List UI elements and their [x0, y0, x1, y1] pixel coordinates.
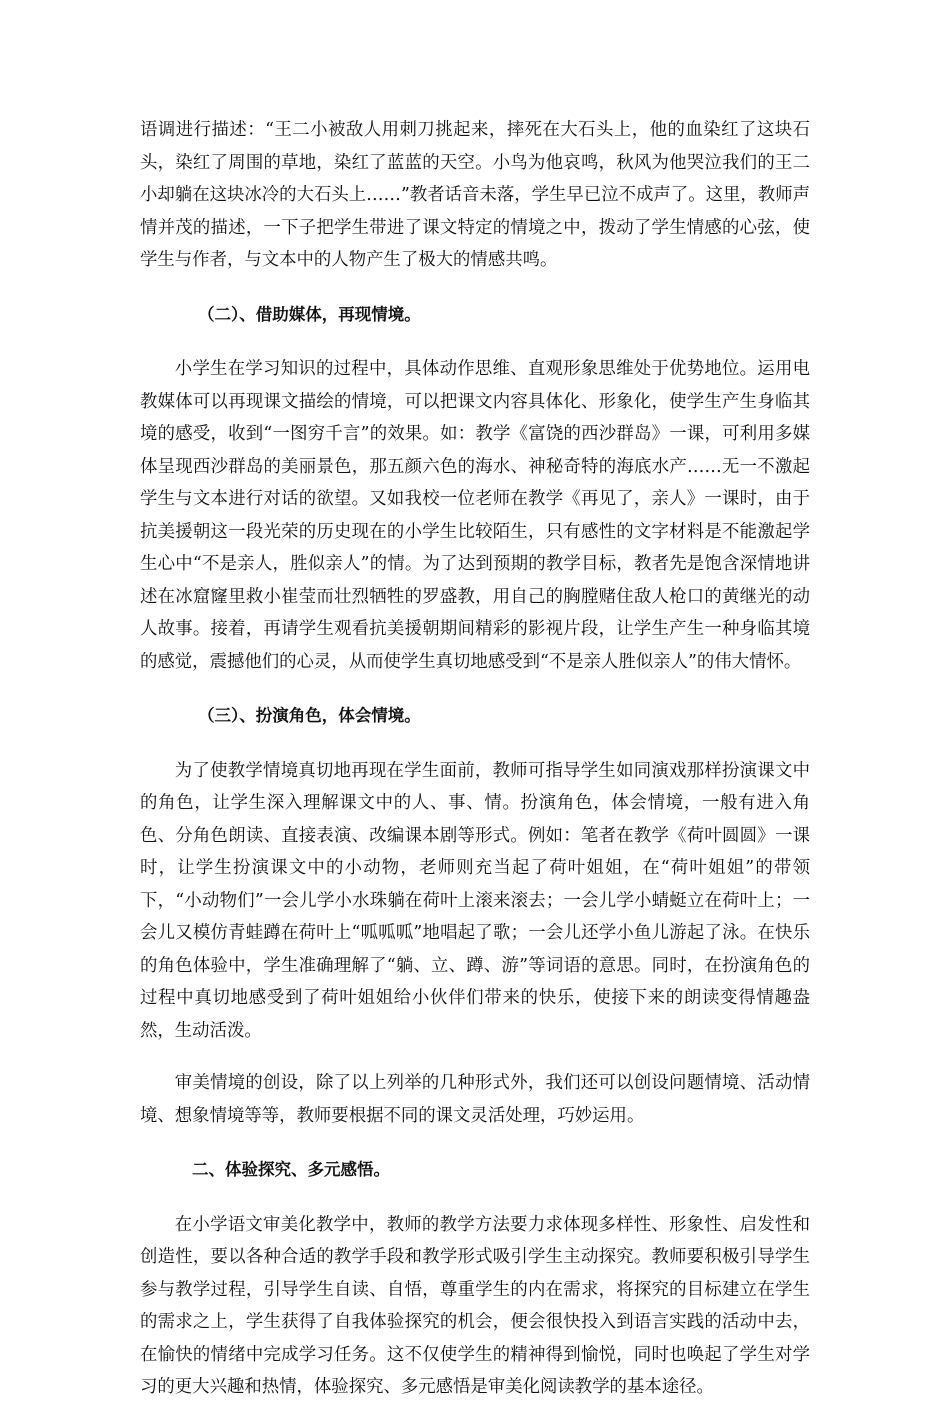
paragraph-inquiry: 在小学语文审美化教学中，教师的教学方法要力求体现多样性、形象性、启发性和创造性，要以各种合适的教学手段和教学形式吸引学生主动探究。教师要积极引导学生参与教学过程，引导学生自读、自悟，尊重学生的内在需求，将探究的目标建立在学生的需求之上，学生获得了自我体验探究的机会，便会很快投入到语言实践的活动中去，在愉快的情绪中完成学习任务。这不仅使学生的精神得到愉悦，同时也唤起了学生对学习的更大兴趣和热情，体验探究、多元感悟是审美化阅读教学的基本途径。: [140, 1214, 810, 1397]
spacer: [140, 1187, 810, 1209]
paragraph-summary: 审美情境的创设，除了以上列举的几种形式外，我们还可以创设问题情境、活动情境、想象情境等等，教师要根据不同的课文灵活处理，巧妙运用。: [140, 1073, 810, 1126]
document-page: [140, 114, 810, 1404]
spacer: [140, 733, 810, 755]
spacer: [140, 1132, 810, 1154]
spacer: [140, 331, 810, 353]
paragraph-continued: 语调进行描述：“王二小被敌人用刺刀挑起来，摔死在大石头上，他的血染红了这块石头，染红了周围的草地，染红了蓝蓝的天空。小鸟为他哀鸣，秋风为他哭泣我们的王二小却躺在这块冰冷的大石头上……”教者话音未落，学生早已泣不成声了。这里，教师声情并茂的描述，一下子把学生带进了课文特定的情境之中，拨动了学生情感的心弦，使学生与作者，与文本中的人物产生了极大的情感共鸣。: [140, 120, 810, 270]
spacer: [140, 1047, 810, 1067]
main-heading-2: 二、体验探究、多元感悟。: [192, 1160, 390, 1179]
paragraph-media: 小学生在学习知识的过程中，具体动作思维、直观形象思维处于优势地位。运用电教媒体可以再现课文描绘的情境，可以把课文内容具体化、形象化，使学生产生身临其境的感受，收到“一图穷千言”的效果。如：教学《富饶的西沙群岛》一课，可利用多媒体呈现西沙群岛的美丽景色，那五颜六色的海水、神秘奇特的海底水产……无一不激起学生与文本进行对话的欲望。又如我校一位老师在教学《再见了，亲人》一课时，由于抗美援朝这一段光荣的历史现在的小学生比较陌生，只有感性的文字材料是不能激起学生心中“不是亲人，胜似亲人”的情。为了达到预期的教学目标，教者先是饱含深情地讲述在冰窟窿里救小崔莹而壮烈牺牲的罗盛教，用自己的胸膛赌住敌人枪口的黄继光的动人故事。接着，再请学生观看抗美援朝期间精彩的影视片段，让学生产生一种身临其境的感觉，震撼他们的心灵，从而使学生真切地感受到“不是亲人胜似亲人”的伟大情怀。: [140, 359, 810, 672]
section-heading-2: （二）、借助媒体，再现情境。: [198, 304, 421, 324]
spacer: [140, 277, 810, 299]
paragraph-role-play: 为了使教学情境真切地再现在学生面前，教师可指导学生如同演戏那样扮演课文中的角色，让学生深入理解课文中的人、事、情。扮演角色，体会情境，一般有进入角色、分角色朗读、直接表演、改编课本剧等形式。例如：笔者在教学《荷叶圆圆》一课时，让学生扮演课文中的小动物，老师则充当起了荷叶姐姐，在“荷叶姐姐”的带领下，“小动物们”一会儿学小水珠躺在荷叶上滚来滚去；一会儿学小蜻蜓立在荷叶上；一会儿又模仿青蛙蹲在荷叶上“呱呱呱”地唱起了歌；一会儿还学小鱼儿游起了泳。在快乐的角色体验中，学生准确理解了“躺、立、蹲、游”等词语的意思。同时，在扮演角色的过程中真切地感受到了荷叶姐姐给小伙伴们带来的快乐，使接下来的朗读变得情趣盎然，生动活泼。: [140, 760, 810, 1041]
spacer: [140, 678, 810, 700]
section-heading-3: （三）、扮演角色，体会情境。: [198, 706, 421, 725]
